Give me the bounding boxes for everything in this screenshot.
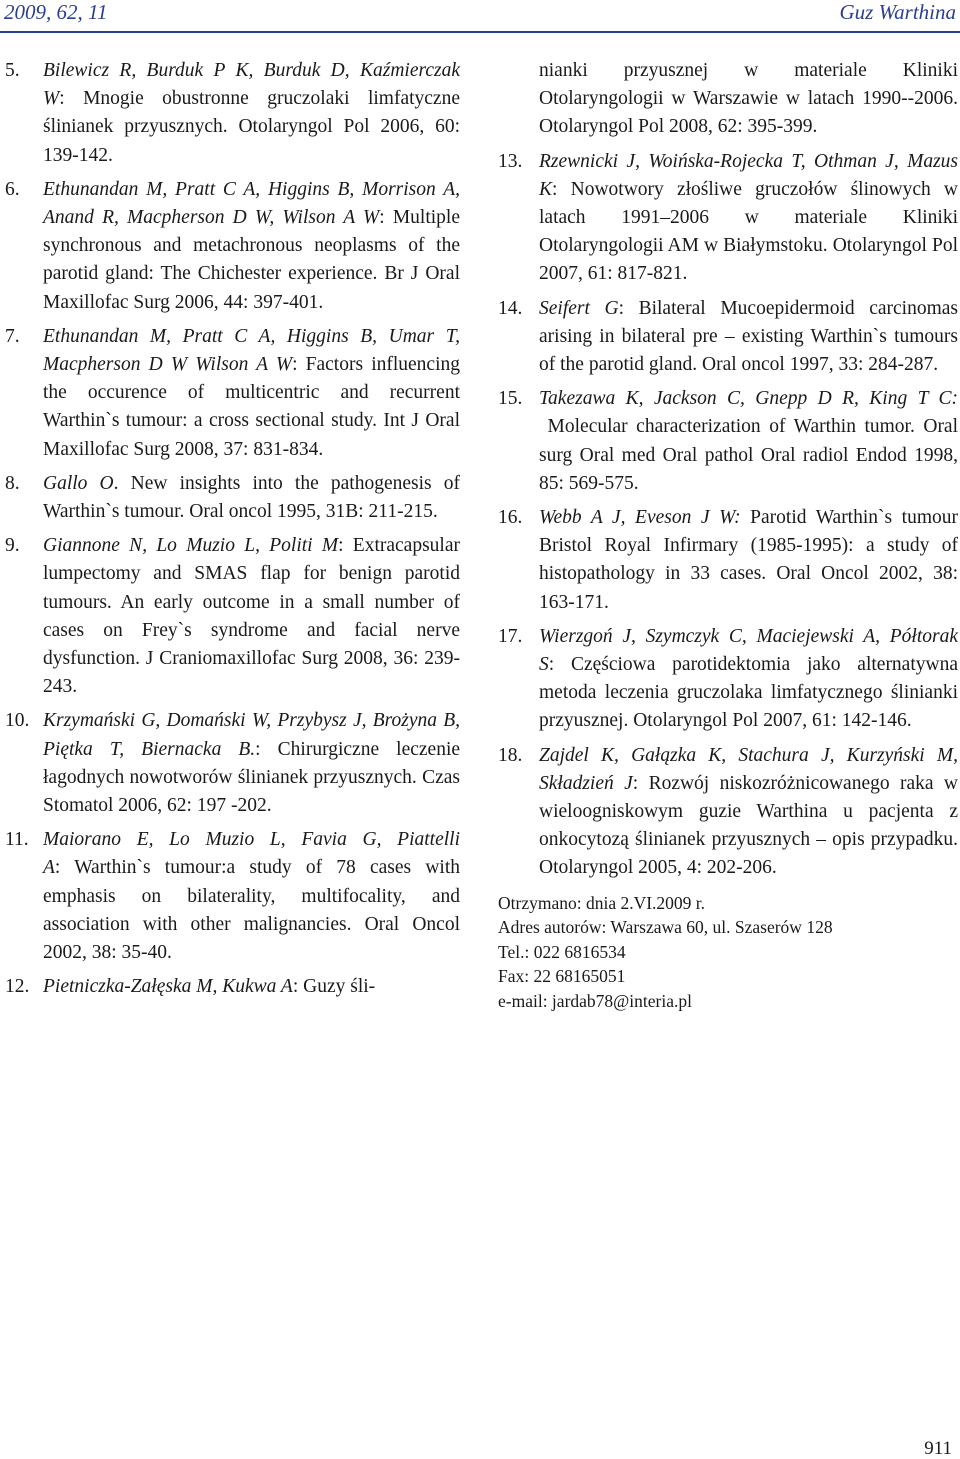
reference-separator: : [292,354,306,376]
reference-number: 5. [5,60,20,81]
journal-issue: 2009, 62, 11 [4,0,108,24]
reference-body [43,176,460,317]
reference-separator: : [292,976,304,998]
reference-text: Extracapsular lumpectomy and SMAS flap for benign parotid tumours. An early outcome in a small number of cases on Frey`s syndrome and facial nerve dysfunction. J Craniomaxillofac Surg 2008, 36: 239-243. [43,535,460,698]
reference-text: New insights into the pathogenesis of Warthin`s tumour. Oral oncol 1995, 31B: 211-215. [43,472,460,523]
reference-authors: Webb A J, Eveson J W: [539,507,741,529]
received-date: Otrzymano: dnia 2.VI.2009 r. [498,892,706,913]
reference-body [539,623,958,736]
reference-number: 8. [5,472,20,494]
reference-authors: Ethunandan M, Pratt C A, Higgins B, Morrison A, Anand R, Macpherson D W, Wilson A W [43,178,460,229]
reference-item [498,623,958,736]
reference-text: Bilateral Mucoepidermoid carcinomas arising in bilateral pre – existing Warthin`s tumours of the parotid gland. Oral oncol 1997, 33: 284-287. [539,297,958,376]
reference-authors: Gallo O [43,472,114,494]
fax: Fax: 22 68165051 [498,966,626,987]
reference-text: Parotid Warthin`s tumour Bristol Royal Infirmary (1985-1995): a study of histopathology in 33 cases. Oral Oncol 2002, 38: 163-171. [539,507,958,613]
reference-number: 16. [498,507,523,529]
reference-item [5,470,460,526]
reference-authors: Zajdel K, Gałązka K, Stachura J, Kurzyński M, Składzień J [539,744,958,794]
authors-address: Adres autorów: Warszawa 60, ul. Szaserów 128 [498,917,833,938]
reference-separator: : [548,654,571,676]
running-header [0,0,960,24]
reference-separator: : [59,88,84,110]
reference-continuation: nianki przyusznej w materiale Kliniki Otolaryngologii w Warszawie w latach 1990--2006. Otolaryngol Pol 2008, 62: 395-399. [539,60,958,138]
reference-number: 13. [498,150,523,172]
reference-authors: Giannone N, Lo Muzio L, Politi M [43,535,339,557]
reference-item [5,707,460,820]
reference-authors: Rzewnicki J, Woińska-Rojecka T, Othman J, Mazus K [539,150,958,200]
reference-number: 17. [498,625,523,647]
reference-authors: Takezawa K, Jackson C, Gnepp D R, King T C: [539,388,958,410]
reference-body [43,57,460,170]
reference-body [43,826,460,967]
reference-number: 18. [498,744,523,766]
reference-authors: Wierzgoń J, Szymczyk C, Maciejewski A, Półtorak S [539,625,958,676]
reference-item [498,385,958,498]
reference-body [539,504,958,617]
reference-separator: . [113,472,131,494]
reference-number: 7. [5,325,20,347]
reference-item [5,57,460,170]
reference-text: Chirurgiczne leczenie łagodnych nowotworów ślinianek przyusznych. Czas Stomatol 2006, 62: 197 -202. [43,738,461,817]
email: e-mail: jardab78@interia.pl [498,991,692,1012]
reference-text: Warthin`s tumour:a study of 78 cases with emphasis on bilaterality, multifocality, and association with other malignancies. Oral Oncol 2002, 38: 35-40. [43,857,460,964]
telephone: Tel.: 022 6816534 [498,941,626,962]
reference-separator: : [379,207,393,229]
reference-number: 14. [498,297,523,319]
reference-text: Częściowa parotidektomia jako alternatywna metoda leczenia gruczolaka limfatycznego ślinianki przyusznej. Otolaryngol Pol 2007, 61: 142-146. [539,654,958,732]
reference-body [43,973,460,1001]
reference-separator: : [632,772,649,794]
reference-authors: Ethunandan M, Pratt C A, Higgins B, Umar T, Macpherson D W Wilson A W [43,325,460,376]
reference-body [539,742,958,883]
reference-body [43,323,460,464]
reference-authors: Seifert G [539,297,619,319]
reference-body [43,707,460,820]
reference-separator: : [255,738,278,760]
reference-number: 9. [5,535,20,557]
reference-number: 11. [5,829,29,851]
reference-text: Molecular characterization of Warthin tumor. Oral surg Oral med Oral pathol Oral radiol Endod 1998, 85: 569-575. [539,416,959,494]
reference-authors: Krzymański G, Domański W, Przybysz J, Brożyna B, Piętka T, Biernacka B. [43,710,460,760]
reference-number: 10. [5,710,30,732]
reference-item [498,295,958,380]
reference-column-right [498,57,958,1014]
reference-body [43,532,460,701]
reference-text: Multiple synchronous and metachronous neoplasms of the parotid gland: The Chichester experience. Br J Oral Maxillofac Surg 2006, 44: 397-401. [43,207,460,313]
reference-item [5,826,460,967]
reference-list-right [498,148,958,883]
reference-separator: : [552,178,571,200]
reference-authors: Pietniczka-Załęska M, Kukwa A [43,976,293,998]
header-rule [0,31,960,33]
reference-item [5,532,460,701]
reference-separator: : [618,297,639,319]
reference-body [539,385,958,498]
reference-authors: Bilewicz R, Burduk P K, Burduk D, Kaźmierczak W [43,60,460,110]
reference-separator: : [54,857,75,879]
reference-item [5,176,460,317]
reference-text: Rozwój niskozróżnicowanego raka w wieloogniskowym guzie Warthina u pacjenta z onkocytozą ślinianek przyusznych – opis przypadku. Otolaryngol 2005, 4: 202-206. [539,772,959,879]
reference-text: Guzy śli- [303,976,376,998]
reference-text: Mnogie obustronne gruczolaki limfatyczne ślinianek przyusznych. Otolaryngol Pol 2006, 60: 139-142. [43,88,460,166]
article-short-title: Guz Warthina [839,0,956,24]
reference-separator [539,416,548,437]
page-number: 911 [924,1438,952,1459]
reference-body [43,470,460,526]
reference-item [498,742,958,883]
reference-number: 6. [5,178,20,200]
reference-body [539,295,958,380]
reference-separator: : [338,535,353,557]
correspondence-info [498,891,958,1014]
reference-separator [741,507,751,528]
reference-item [498,148,958,289]
reference-column-left [5,57,460,1008]
reference-item [5,323,460,464]
reference-item [498,504,958,617]
reference-text: Factors influencing the occurence of multicentric and recurrent Warthin`s tumour: a cross sectional study. Int J Oral Maxillofac Surg 2008, 37: 831-834. [43,354,460,460]
reference-item [5,973,460,1001]
reference-authors: Maiorano E, Lo Muzio L, Favia G, Piattelli A [43,829,460,879]
reference-text: Nowotwory złośliwe gruczołów ślinowych w latach 1991–2006 w materiale Kliniki Otolaryngologii AM w Białymstoku. Otolaryngol Pol 2007, 61: 817-821. [539,178,958,285]
reference-number: 12. [5,976,30,998]
reference-body [539,148,958,289]
reference-number: 15. [498,388,523,410]
